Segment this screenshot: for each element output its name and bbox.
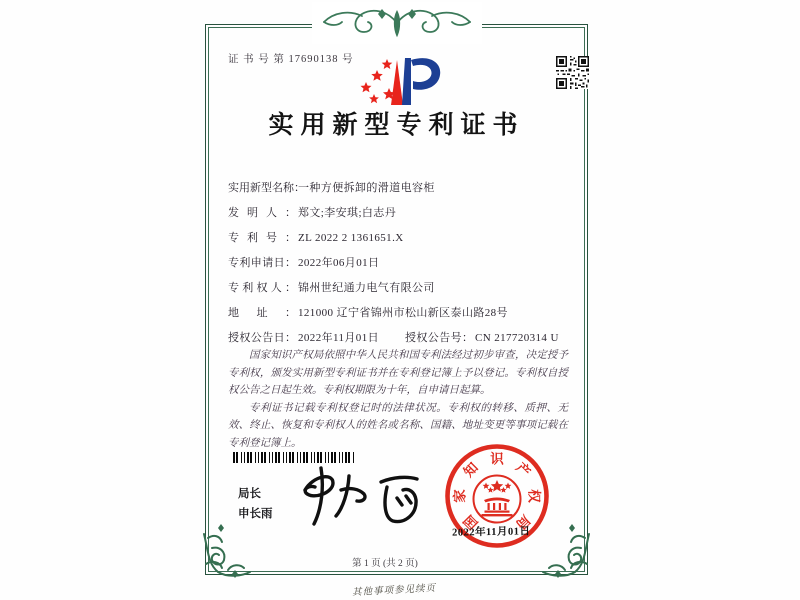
seal-ring-char: 知 (460, 459, 481, 480)
field-row (228, 276, 566, 301)
director-title: 局长 (238, 488, 261, 500)
field-label: 地址 ： (228, 301, 296, 326)
cnipa-logo-icon (356, 55, 442, 107)
field-row (228, 201, 566, 226)
seal-ring-char: 权 (526, 489, 542, 503)
field-value: ZL 2022 2 1361651.X (298, 232, 404, 244)
seal-ring-char: 识 (490, 451, 504, 467)
director-name: 申长雨 (238, 508, 273, 520)
field-value: 2022年06月01日 (298, 257, 380, 269)
field-value: 锦州世纪通力电气有限公司 (298, 282, 435, 294)
field-value: 郑文;李安琪;白志丹 (298, 207, 397, 219)
fields (228, 176, 566, 351)
field-label: 授权公告号 ： (405, 326, 473, 351)
certificate-title: 实用新型专利证书 (268, 112, 525, 139)
field-row (228, 176, 566, 201)
legal-paragraph: 专利证书记载专利权登记时的法律状况。专利权的转移、质押、无效、终止、恢复和专利权人的姓名或名称、国籍、地址变更等事项记载在专利登记簿上。 (228, 402, 568, 449)
seal-ring-char: 局 (513, 512, 534, 533)
legal-paragraph: 国家知识产权局依照中华人民共和国专利法经过初步审查，决定授予专利权，颁发实用新型专利证书并在专利登记簿上予以登记。专利权自授权公告之日起生效。专利权期限为十年，自申请日起算。 (228, 350, 568, 396)
field-label: 发明人 ： (228, 201, 296, 226)
seal-ring-char: 国 (460, 512, 481, 533)
field-value: 121000 辽宁省锦州市松山新区泰山路28号 (298, 307, 508, 319)
field-value: 2022年11月01日 (298, 332, 379, 344)
field-row (228, 226, 566, 251)
certificate-number: 证 书 号 第 17690138 号 (228, 54, 354, 65)
field-label: 专利权人 ： (228, 276, 296, 301)
field-label: 授权公告日 ： (228, 326, 296, 351)
director-signature-icon (293, 460, 433, 538)
seal-date: 2022年11月01日 (451, 526, 531, 539)
field-label: 实用新型名称 ： (228, 176, 296, 201)
director-block (238, 484, 273, 524)
page-number: 第 1 页 (共 2 页) (352, 559, 418, 569)
seal-ring-char: 产 (513, 459, 534, 480)
seal-ring-char: 家 (452, 489, 468, 503)
flourish-corner-icon (198, 520, 256, 580)
continuation-note: 其他事项参见续页 (351, 583, 437, 599)
field-label: 专利申请日 ： (228, 251, 296, 276)
legal-paragraphs (228, 347, 568, 452)
field-row (228, 251, 566, 276)
qr-code-icon (556, 56, 589, 89)
field-row (228, 301, 566, 326)
field-value: 一种方便拆卸的滑道电容柜 (298, 182, 435, 194)
field-label: 专利号 ： (228, 226, 296, 251)
flourish-top-icon (312, 2, 482, 44)
field-value: CN 217720314 U (475, 332, 559, 344)
